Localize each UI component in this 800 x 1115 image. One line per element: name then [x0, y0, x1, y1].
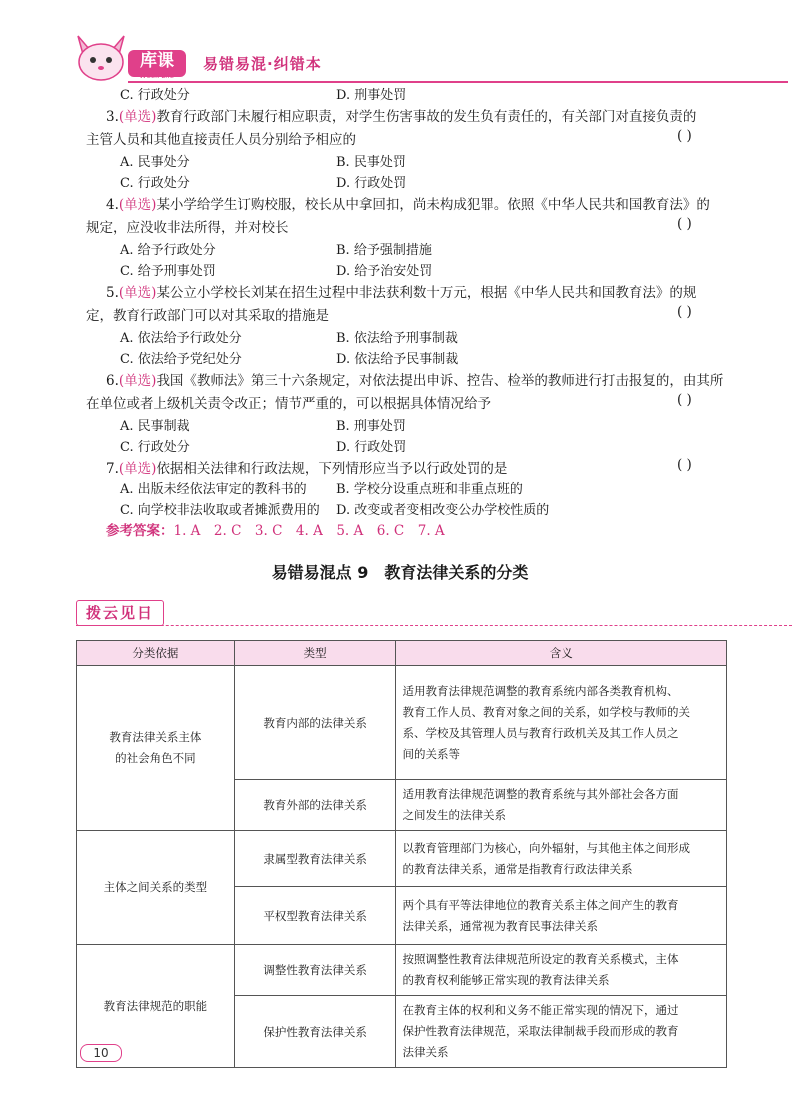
- answer-key-label: 参考答案：: [106, 523, 174, 539]
- prev-option-d: D. 刑事处罚: [336, 88, 407, 103]
- question-type-tag: (单选): [118, 285, 157, 301]
- classification-table: [76, 640, 727, 1068]
- question-4-line-2: 规定，应没收非法所得，并对校长: [86, 220, 289, 236]
- question-6-line-1: 6.(单选)我国《教师法》第三十六条规定，对依法提出申诉、控告、检举的教师进行打击报复的，由其所: [106, 373, 724, 389]
- meaning-line: 法律关系，通常视为教育民事法律关系: [402, 918, 598, 933]
- header-title: 易错易混·纠错本: [203, 55, 322, 73]
- answer-bracket: ( ): [677, 457, 692, 473]
- fox-mascot-icon: [70, 30, 132, 82]
- meaning-line: 的教育权利能够正常实现的教育法律关系: [402, 973, 610, 987]
- table-cell-meaning: [396, 666, 727, 780]
- question-3-option-c: C. 行政处分: [120, 176, 190, 191]
- basis-line: 教育法律关系主体: [109, 730, 202, 744]
- table-cell-type: 教育内部的法律关系: [234, 666, 396, 780]
- basis-line: 的社会角色不同: [115, 751, 196, 765]
- question-5-line-1: 5.(单选)某公立小学校长刘某在招生过程中非法获利数十万元，根据《中华人民共和国教育法》的规: [106, 285, 697, 301]
- table-row: [77, 831, 727, 887]
- question-6-option-a: A. 民事制裁: [120, 419, 190, 434]
- question-6-option-d: D. 行政处罚: [336, 440, 407, 455]
- prev-option-c: C. 行政处分: [120, 88, 190, 103]
- question-4-option-c: C. 给予刑事处罚: [120, 264, 216, 279]
- question-7-option-d: D. 改变或者变相改变公办学校性质的: [336, 503, 550, 518]
- answer-bracket: ( ): [677, 128, 692, 144]
- table-cell-type: 隶属型教育法律关系: [234, 831, 396, 887]
- answer-key-text: 1. A 2. C 3. C 4. A 5. A 6. C 7. A: [173, 523, 445, 539]
- question-type-tag: (单选): [118, 197, 157, 213]
- section-title: 易错易混点 9 教育法律关系的分类: [271, 563, 529, 582]
- question-type-tag: (单选): [118, 373, 157, 389]
- question-4-option-d: D. 给予治安处罚: [336, 264, 433, 279]
- brand-logo: 库课: [128, 50, 186, 77]
- answer-bracket: ( ): [677, 392, 692, 408]
- brand-logo-subtitle: Week Life: [139, 72, 175, 80]
- table-cell-type: 保护性教育法律关系: [234, 996, 396, 1068]
- meaning-line: 在教育主体的权利和义务不能正常实现的情况下，通过: [402, 1003, 679, 1017]
- table-cell-type: 教育外部的法律关系: [234, 780, 396, 831]
- table-row: [77, 945, 727, 996]
- basis-line: 主体之间关系的类型: [103, 880, 208, 894]
- table-cell-meaning: [396, 996, 727, 1068]
- question-5-option-b: B. 依法给予刑事制裁: [336, 331, 458, 346]
- table-cell-basis: [77, 666, 235, 831]
- question-type-tag: (单选): [118, 461, 157, 477]
- question-3-option-d: D. 行政处罚: [336, 176, 407, 191]
- meaning-line: 适用教育法律规范调整的教育系统内部各类教育机构、: [402, 683, 679, 698]
- table-header-type: 类型: [234, 641, 396, 666]
- question-5-line-2: 定，教育行政部门可以对其采取的措施是: [86, 308, 329, 324]
- question-5-option-d: D. 依法给予民事制裁: [336, 352, 459, 367]
- meaning-line: 法律关系: [402, 1045, 449, 1059]
- question-4-option-b: B. 给予强制措施: [336, 243, 432, 258]
- basis-line: 教育法律规范的职能: [103, 998, 208, 1013]
- meaning-line: 适用教育法律规范调整的教育系统与其外部社会各方面: [402, 787, 679, 801]
- table-cell-type: 调整性教育法律关系: [234, 945, 396, 996]
- meaning-line: 系、学校及其管理人员与教育行政机关及其工作人员之: [402, 725, 679, 740]
- table-header-basis: 分类依据: [77, 641, 235, 666]
- meaning-line: 按照调整性教育法律规范所设定的教育关系模式，主体: [402, 952, 679, 966]
- meaning-line: 间的关系等: [402, 746, 460, 761]
- table-cell-meaning: [396, 831, 727, 887]
- page-number: 10: [80, 1044, 122, 1062]
- question-4-line-1: 4.(单选)某小学给学生订购校服，校长从中拿回扣，尚未构成犯罪。依照《中华人民共和国教育法》的: [106, 197, 710, 213]
- question-7-option-b: B. 学校分设重点班和非重点班的: [336, 482, 523, 497]
- meaning-line: 的教育法律关系，通常是指教育行政法律关系: [402, 861, 633, 876]
- table-row: [77, 666, 727, 780]
- table-cell-meaning: [396, 945, 727, 996]
- meaning-line: 教育工作人员、教育对象之间的关系，如学校与教师的关: [402, 704, 690, 719]
- meaning-line: 两个具有平等法律地位的教育关系主体之间产生的教育: [402, 897, 679, 912]
- question-5-option-a: A. 依法给予行政处分: [120, 331, 242, 346]
- meaning-line: 保护性教育法律规范，采取法律制裁手段而形成的教育: [402, 1024, 679, 1038]
- badge-divider: [76, 625, 792, 626]
- question-3-option-b: B. 民事处罚: [336, 155, 406, 170]
- question-6-option-b: B. 刑事处罚: [336, 419, 406, 434]
- question-7-option-a: A. 出版未经依法审定的教科书的: [120, 482, 307, 497]
- table-header-row: [77, 641, 727, 666]
- answer-bracket: ( ): [677, 304, 692, 320]
- question-4-option-a: A. 给予行政处分: [120, 243, 216, 258]
- question-type-tag: (单选): [118, 109, 157, 125]
- table-cell-meaning: [396, 780, 727, 831]
- question-3-line-2: 主管人员和其他直接责任人员分别给予相应的: [86, 132, 356, 148]
- table-cell-meaning: [396, 887, 727, 945]
- answer-bracket: ( ): [677, 216, 692, 232]
- question-7-line-1: 7.(单选)依据相关法律和行政法规，下列情形应当予以行政处罚的是: [106, 461, 508, 477]
- section-badge: 拨云见日: [76, 600, 164, 626]
- table-header-meaning: 含义: [396, 641, 727, 666]
- header-divider: [128, 81, 788, 83]
- page-header: [0, 0, 800, 90]
- question-6-line-2: 在单位或者上级机关责令改正；情节严重的，可以根据具体情况给予: [86, 396, 491, 412]
- table-cell-basis: [77, 831, 235, 945]
- meaning-line: 以教育管理部门为核心，向外辐射，与其他主体之间形成: [402, 840, 690, 855]
- answer-key: [106, 519, 445, 539]
- meaning-line: 之间发生的法律关系: [402, 808, 506, 822]
- question-3-line-1: 3.(单选)教育行政部门未履行相应职责，对学生伤害事故的发生负有责任的，有关部门对直接负责的: [106, 109, 697, 125]
- table-cell-type: 平权型教育法律关系: [234, 887, 396, 945]
- question-3-option-a: A. 民事处分: [120, 155, 190, 170]
- question-5-option-c: C. 依法给予党纪处分: [120, 352, 242, 367]
- question-7-option-c: C. 向学校非法收取或者摊派费用的: [120, 503, 320, 518]
- question-6-option-c: C. 行政处分: [120, 440, 190, 455]
